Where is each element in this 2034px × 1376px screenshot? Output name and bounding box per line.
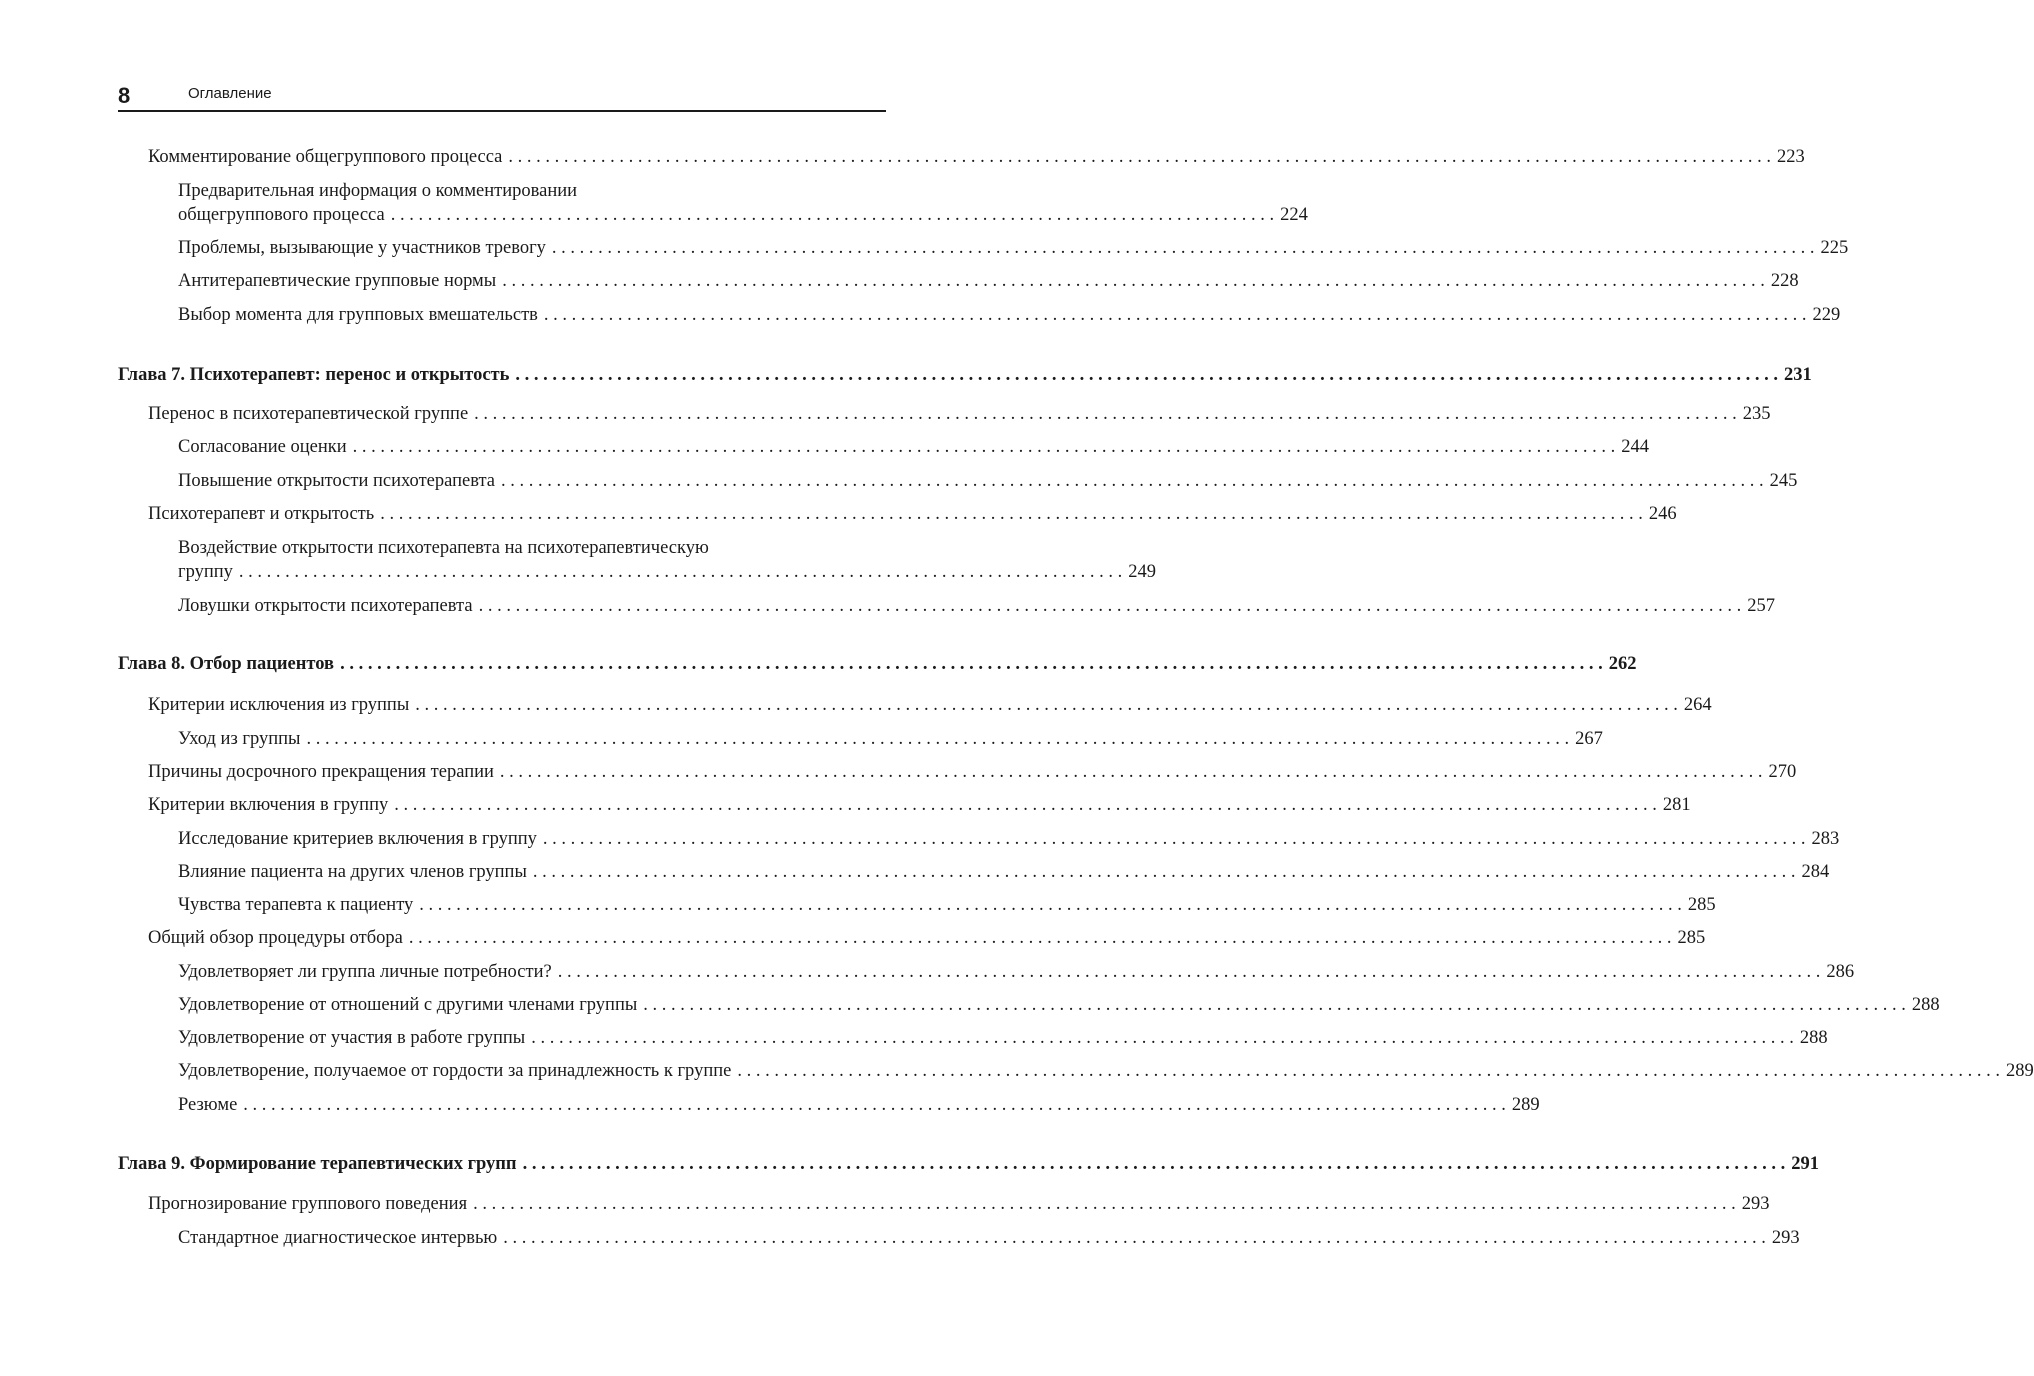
toc-entry[interactable] (178, 469, 1798, 493)
toc-entry-title: Согласование оценки (178, 437, 347, 457)
toc-entry-title: Прогнозирование группового поведения (148, 1194, 468, 1214)
toc-entry[interactable] (178, 893, 1716, 917)
toc-entry-title: Удовлетворение, получаемое от гордости за принадлежность к группе (178, 1061, 732, 1081)
toc-entry[interactable] (148, 145, 1805, 169)
toc-entry-page: 267 (1575, 729, 1603, 749)
toc-entry-page: 288 (1911, 995, 1940, 1015)
toc-entry-page: 257 (1747, 596, 1775, 616)
toc-entry[interactable] (178, 860, 1830, 884)
toc-entry-page: 293 (1741, 1194, 1770, 1214)
toc-entry-title: Критерии исключения из группы (148, 695, 410, 715)
toc-entry-page: 264 (1683, 695, 1712, 715)
toc-entry[interactable] (178, 1059, 2034, 1083)
toc-entry-title: Причины досрочного прекращения терапии (148, 762, 494, 782)
toc-entry-title: Антитерапевтические групповые нормы (178, 271, 497, 291)
toc-entry-title: Стандартное диагностическое интервью (178, 1228, 498, 1248)
toc-entry-page: 244 (1621, 437, 1650, 457)
toc-entry-title: Уход из группы (178, 729, 301, 749)
toc-chapter-page: 231 (1784, 365, 1812, 385)
toc-entry-title: Перенос в психотерапевтической группе (148, 404, 469, 424)
toc-entry-page: 224 (1280, 205, 1308, 225)
toc-entry-page: 283 (1811, 829, 1840, 849)
toc-entry-title-continued: группу (178, 562, 233, 582)
toc-entry[interactable] (148, 926, 1706, 950)
toc-entry[interactable] (178, 435, 1650, 459)
toc-entry[interactable] (178, 993, 1940, 1017)
toc-entry[interactable] (178, 236, 1849, 260)
page-number: 8 (118, 83, 131, 108)
toc-entry[interactable] (178, 269, 1799, 293)
toc-entry[interactable] (178, 594, 1775, 618)
toc-entry-title: Общий обзор процедуры отбора (148, 928, 403, 948)
toc-entry-title: Резюме (178, 1095, 238, 1115)
toc-entry[interactable]: Предварительная информация о комментировании общегруппового процесса . . . . . . . . . . . . . . . . . . . . . . . . . . . . . . . . . . . . . . . . . . . . . . . . . . . . . . . . . . . . . . . . . . . . . . . . . . . . . . . . . . . . . . . . . . . . . . . . 224 (178, 181, 1308, 225)
toc-entry-title: Предварительная информация о комментировании (178, 181, 578, 201)
toc-entry[interactable] (148, 693, 1712, 717)
toc-entry-page: 285 (1677, 928, 1706, 948)
toc-entry[interactable] (178, 1093, 1540, 1117)
toc-entry-title: Влияние пациента на других членов группы (178, 862, 527, 882)
toc-entry-page: 289 (1511, 1095, 1540, 1115)
toc-entry-page: 249 (1128, 562, 1157, 582)
toc-chapter[interactable] (118, 652, 1637, 676)
toc-entry[interactable] (178, 727, 1603, 751)
toc-entry-title: Удовлетворение от отношений с другими членами группы (178, 995, 638, 1015)
toc-entry-page: 286 (1826, 962, 1855, 982)
toc-entry-page: 246 (1648, 504, 1677, 524)
toc-entry[interactable] (178, 827, 1840, 851)
toc-entry[interactable] (148, 1192, 1770, 1216)
toc-entry[interactable] (148, 402, 1771, 426)
toc-entry-page: 235 (1742, 404, 1771, 424)
toc-chapter[interactable] (118, 363, 1812, 387)
toc-chapter-page: 291 (1791, 1154, 1819, 1174)
running-header (118, 80, 886, 112)
toc-entry-title: Удовлетворяет ли группа личные потребности? (178, 962, 552, 982)
toc-entry[interactable] (148, 760, 1797, 784)
toc-entry-title: Критерии включения в группу (148, 795, 389, 815)
toc-chapter-title: Глава 7. Психотерапевт: перенос и открытость (118, 365, 510, 385)
toc-entry[interactable]: Воздействие открытости психотерапевта на психотерапевтическую группу . . . . . . . . . . . . . . . . . . . . . . . . . . . . . . . . . . . . . . . . . . . . . . . . . . . . . . . . . . . . . . . . . . . . . . . . . . . . . . . . . . . . . . . . . . . . . . . . 249 (178, 538, 1157, 582)
toc-entry-page: 281 (1662, 795, 1691, 815)
toc-entry[interactable] (148, 793, 1691, 817)
toc-chapter-title: Глава 9. Формирование терапевтических групп (118, 1154, 517, 1174)
toc-entry[interactable] (178, 960, 1855, 984)
toc-entry-page: 245 (1769, 471, 1798, 491)
toc-entry-title: Исследование критериев включения в группу (178, 829, 537, 849)
toc-entry-page: 285 (1687, 895, 1716, 915)
toc-entry-title: Чувства терапевта к пациенту (178, 895, 414, 915)
toc-entry-title: Воздействие открытости психотерапевта на психотерапевтическую (178, 538, 709, 558)
toc-entry[interactable] (148, 502, 1677, 526)
toc-chapter-title: Глава 8. Отбор пациентов (118, 654, 335, 674)
toc-entry-page: 223 (1777, 147, 1805, 167)
toc-entry[interactable] (178, 303, 1841, 327)
toc-entry-title: Ловушки открытости психотерапевта (178, 596, 473, 616)
toc-chapter[interactable] (118, 1152, 1819, 1176)
toc-entry-page: 289 (2005, 1061, 2034, 1081)
running-title: Оглавление (188, 85, 272, 102)
toc-entry-page: 225 (1820, 238, 1849, 258)
toc-entry-title: Выбор момента для групповых вмешательств (178, 305, 538, 325)
toc-entry-page: 284 (1801, 862, 1830, 882)
toc-entry-title: Проблемы, вызывающие у участников тревогу (178, 238, 546, 258)
toc-chapter-page: 262 (1608, 654, 1637, 674)
toc-entry-page: 288 (1799, 1028, 1828, 1048)
toc-entry-title: Повышение открытости психотерапевта (178, 471, 495, 491)
toc-entry-title: Комментирование общегруппового процесса (148, 147, 503, 167)
toc-entry[interactable] (178, 1026, 1828, 1050)
toc-entry-title: Удовлетворение от участия в работе группы (178, 1028, 526, 1048)
toc-entry-title-continued: общегруппового процесса (178, 205, 385, 225)
toc-entry-title: Психотерапевт и открытость (148, 504, 375, 524)
toc-entry-page: 270 (1768, 762, 1797, 782)
toc-entry-page: 228 (1770, 271, 1799, 291)
toc-entry[interactable] (178, 1226, 1800, 1250)
toc-entry-page: 229 (1812, 305, 1841, 325)
toc-entry-page: 293 (1771, 1228, 1800, 1248)
